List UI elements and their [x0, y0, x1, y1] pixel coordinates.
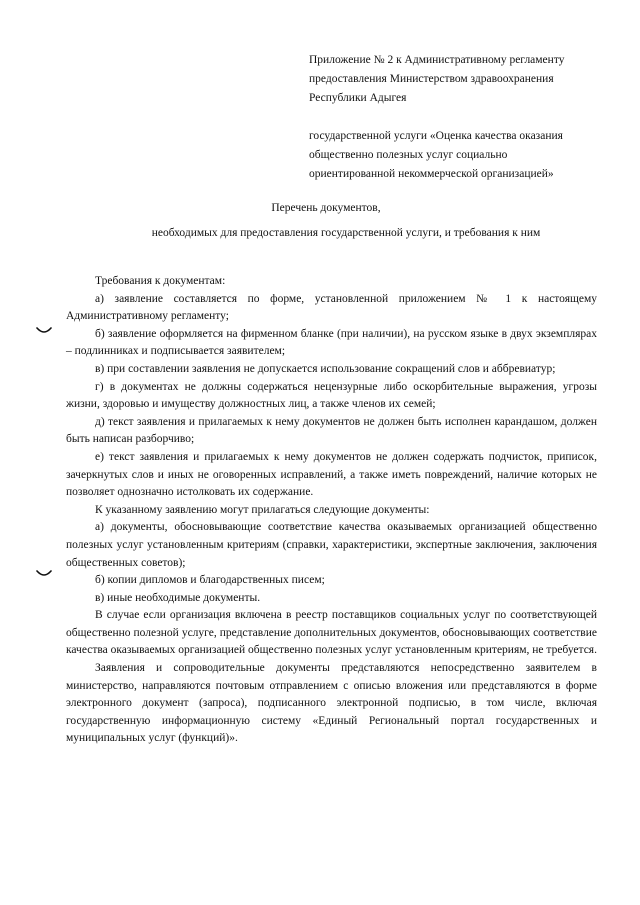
- appendix-gap: [309, 108, 609, 127]
- body-paragraph: г) в документах не должны содержаться нецензурные либо оскорбительные выражения, угрозы жизни, здоровью и имуществу должностных лиц, а также членов их семей;: [66, 380, 597, 411]
- appendix-line: Республики Адыгея: [309, 92, 407, 104]
- appendix-line: предоставления Министерством здравоохранения: [309, 73, 554, 85]
- document-title: Перечень документов,: [271, 202, 381, 214]
- appendix-header: [309, 51, 609, 184]
- margin-mark: [36, 327, 52, 335]
- body-paragraph: К указанному заявлению могут прилагаться следующие документы:: [95, 503, 430, 516]
- body-paragraph: В случае если организация включена в реестр поставщиков социальных услуг по соответствующей общественно полезной услуге, представление дополнительных документов, обосновывающих соответствие качества оказываемых организацией общественно полезных услуг установленным критериям, не требуется.: [66, 609, 597, 657]
- body-paragraph: а) документы, обосновывающие соответствие качества оказываемых организацией общественно полезных услуг установленным критериям (справки, характеристики, экспертные заключения, заключения общественных советов);: [66, 521, 597, 569]
- body-paragraph: а) заявление составляется по форме, установленной приложением № 1 к настоящему Административному регламенту;: [66, 292, 597, 323]
- appendix-line: государственной услуги «Оценка качества оказания: [309, 130, 563, 142]
- body-paragraph: в) при составлении заявления не допускается использование сокращений слов и аббревиатур;: [95, 362, 556, 375]
- appendix-line: ориентированной некоммерческой организацией»: [309, 168, 554, 180]
- body-paragraph: Заявления и сопроводительные документы представляются непосредственно заявителем в министерство, направляются почтовым отправлением с описью вложения или представляются в форме электронного документ (запроса), подписанного электронной подписью, в том числе, включая государственную информационную систему «Единый Региональный портал государственных и муниципальных услуг (функций)».: [66, 662, 597, 745]
- body-paragraph: в) иные необходимые документы.: [95, 591, 261, 604]
- document-subtitle: необходимых для предоставления государственной услуги, и требования к ним: [151, 227, 541, 239]
- appendix-line: общественно полезных услуг социально: [309, 149, 508, 161]
- body-paragraph: б) копии дипломов и благодарственных писем;: [95, 574, 325, 587]
- margin-mark: [36, 570, 52, 578]
- body-paragraph: д) текст заявления и прилагаемых к нему документов не должен быть исполнен карандашом, должен быть написан разборчиво;: [66, 415, 597, 446]
- body-paragraph: е) текст заявления и прилагаемых к нему документов не должен содержать подчисток, приписок, зачеркнутых слов и иных не оговоренных исправлений, а также иметь повреждений, наличие которых не позволяет однозначно истолковать их содержание.: [66, 450, 597, 499]
- body-paragraph: б) заявление оформляется на фирменном бланке (при наличии), на русском языке в двух экземплярах – подлинниках и подписывается заявителем;: [66, 327, 597, 358]
- document-body: [66, 273, 597, 748]
- body-paragraph: Требования к документам:: [95, 275, 226, 287]
- appendix-line: Приложение № 2 к Административному регламенту: [309, 54, 565, 66]
